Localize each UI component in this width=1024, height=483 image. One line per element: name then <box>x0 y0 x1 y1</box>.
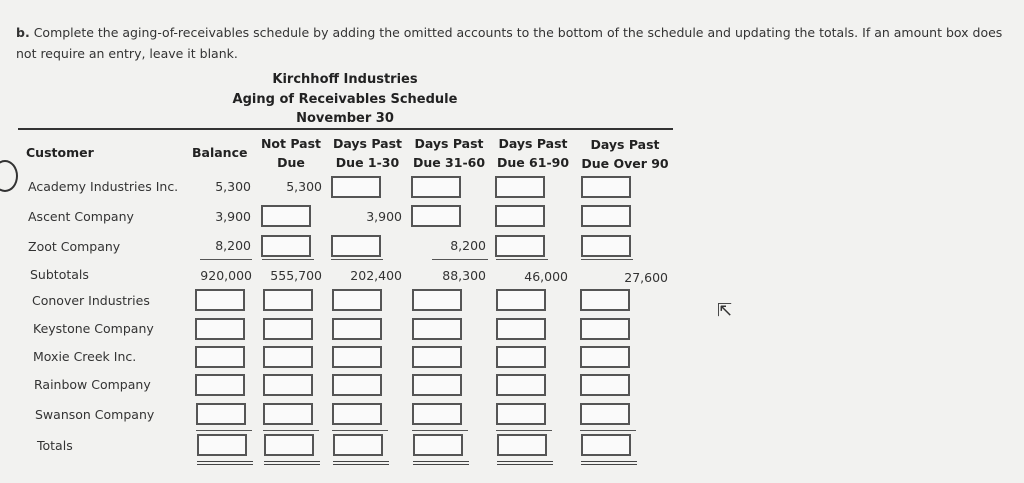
sum-underline <box>263 430 319 431</box>
not-past-due-input[interactable] <box>261 235 311 257</box>
sum-underline <box>581 259 633 260</box>
header-line: Due <box>277 155 305 170</box>
instructions <box>16 22 1016 64</box>
days-1-30-input[interactable] <box>331 235 381 257</box>
days-61-90-input[interactable] <box>496 374 546 396</box>
days-over-90-input[interactable] <box>580 289 630 311</box>
sum-underline <box>580 430 636 431</box>
days-over-90-subtotal: 27,600 <box>624 270 668 285</box>
balance-input[interactable] <box>195 318 245 340</box>
days-over-90-column-header <box>578 135 672 173</box>
header-line: Due 1-30 <box>335 155 400 170</box>
days-1-30-input[interactable] <box>332 346 382 368</box>
company-name: Kirchhoff Industries <box>272 72 418 87</box>
not-past-due-subtotal: 555,700 <box>270 268 322 283</box>
customer-name: Academy Industries Inc. <box>28 179 179 194</box>
customer-name: Conover Industries <box>32 293 150 308</box>
header-line: Days Past <box>590 137 660 152</box>
header-line: Days Past <box>332 136 403 151</box>
header-line: Not Past <box>260 136 322 151</box>
question-bullet-marker <box>0 160 18 192</box>
header-line: Due Over 90 <box>581 156 669 171</box>
days-61-90-input[interactable] <box>496 289 546 311</box>
schedule-date: November 30 <box>296 111 394 126</box>
days-61-90-input[interactable] <box>496 403 546 425</box>
header-line: Due 31-60 <box>412 155 486 170</box>
customer-name: Moxie Creek Inc. <box>33 349 137 364</box>
days-31-60-input[interactable] <box>412 289 462 311</box>
balance-value: 8,200 <box>215 238 251 253</box>
sum-underline <box>200 259 252 260</box>
days-31-60-input[interactable] <box>412 346 462 368</box>
days-1-30-input[interactable] <box>332 318 382 340</box>
balance-value: 5,300 <box>215 179 251 194</box>
balance-total-input[interactable] <box>197 434 247 456</box>
days-31-60-input[interactable] <box>411 176 461 198</box>
sum-underline <box>262 259 314 260</box>
days-31-60-input[interactable] <box>412 374 462 396</box>
customer-name: Swanson Company <box>35 407 155 422</box>
not-past-due-input[interactable] <box>261 205 311 227</box>
header-line: Due 61-90 <box>496 155 570 170</box>
days-1-30-input[interactable] <box>332 374 382 396</box>
days-61-90-input[interactable] <box>495 205 545 227</box>
header-rule <box>18 128 673 130</box>
days-over-90-input[interactable] <box>581 205 631 227</box>
customer-name: Rainbow Company <box>34 377 151 392</box>
balance-column-header: Balance <box>192 145 248 160</box>
days-31-60-input[interactable] <box>411 205 461 227</box>
customer-name: Keystone Company <box>33 321 154 336</box>
not-past-due-column-header <box>256 134 326 172</box>
days-over-90-input[interactable] <box>581 235 631 257</box>
sum-underline <box>332 430 388 431</box>
schedule-title: Aging of Receivables Schedule <box>232 92 458 107</box>
days-31-60-subtotal: 88,300 <box>442 268 486 283</box>
days-1-30-subtotal: 202,400 <box>350 268 402 283</box>
customer-name: Zoot Company <box>28 239 121 254</box>
not-past-due-input[interactable] <box>263 374 313 396</box>
not-past-due-input[interactable] <box>263 346 313 368</box>
sum-underline <box>496 259 548 260</box>
days-61-90-column-header <box>494 134 572 172</box>
days-61-90-input[interactable] <box>496 318 546 340</box>
sum-underline <box>331 259 383 260</box>
balance-value: 3,900 <box>215 209 251 224</box>
customer-name: Ascent Company <box>28 209 134 224</box>
balance-input[interactable] <box>195 346 245 368</box>
days-61-90-input[interactable] <box>496 346 546 368</box>
mouse-pointer-icon: ⇱ <box>717 300 733 321</box>
days-1-30-total-input[interactable] <box>333 434 383 456</box>
totals-label: Totals <box>37 438 73 453</box>
total-double-underline <box>264 461 320 465</box>
days-over-90-input[interactable] <box>580 318 630 340</box>
days-31-60-total-input[interactable] <box>413 434 463 456</box>
sum-underline <box>196 430 252 431</box>
days-over-90-total-input[interactable] <box>581 434 631 456</box>
not-past-due-value: 5,300 <box>286 179 322 194</box>
days-over-90-input[interactable] <box>581 176 631 198</box>
days-31-60-input[interactable] <box>412 403 462 425</box>
header-line: Days Past <box>414 136 484 151</box>
balance-subtotal: 920,000 <box>200 268 252 283</box>
not-past-due-input[interactable] <box>263 318 313 340</box>
total-double-underline <box>197 461 253 465</box>
days-over-90-input[interactable] <box>580 346 630 368</box>
not-past-due-input[interactable] <box>263 289 313 311</box>
header-line: Days Past <box>498 136 568 151</box>
days-61-90-subtotal: 46,000 <box>524 269 568 284</box>
days-over-90-input[interactable] <box>580 403 630 425</box>
not-past-due-input[interactable] <box>263 403 313 425</box>
days-61-90-input[interactable] <box>495 176 545 198</box>
subtotals-label: Subtotals <box>30 267 89 282</box>
not-past-due-total-input[interactable] <box>264 434 314 456</box>
part-label: b. <box>16 25 30 40</box>
days-over-90-input[interactable] <box>580 374 630 396</box>
days-61-90-input[interactable] <box>495 235 545 257</box>
days-61-90-total-input[interactable] <box>497 434 547 456</box>
sum-underline <box>432 259 488 260</box>
customer-column-header: Customer <box>26 145 94 160</box>
days-31-60-value: 8,200 <box>450 238 486 253</box>
days-1-30-column-header <box>330 134 405 172</box>
days-1-30-value: 3,900 <box>366 209 402 224</box>
days-31-60-input[interactable] <box>412 318 462 340</box>
balance-input[interactable] <box>195 374 245 396</box>
total-double-underline <box>581 461 637 465</box>
days-1-30-input[interactable] <box>331 176 381 198</box>
sum-underline <box>412 430 468 431</box>
days-31-60-column-header <box>410 134 488 172</box>
days-1-30-input[interactable] <box>332 403 382 425</box>
balance-input[interactable] <box>196 403 246 425</box>
sum-underline <box>496 430 552 431</box>
total-double-underline <box>333 461 389 465</box>
total-double-underline <box>413 461 469 465</box>
days-1-30-input[interactable] <box>332 289 382 311</box>
instructions-text: Complete the aging-of-receivables schedule by adding the omitted accounts to the bottom of the schedule and updating the totals. If an amount box does not require an entry, leave it blank. <box>16 25 1003 61</box>
balance-input[interactable] <box>195 289 245 311</box>
total-double-underline <box>497 461 553 465</box>
